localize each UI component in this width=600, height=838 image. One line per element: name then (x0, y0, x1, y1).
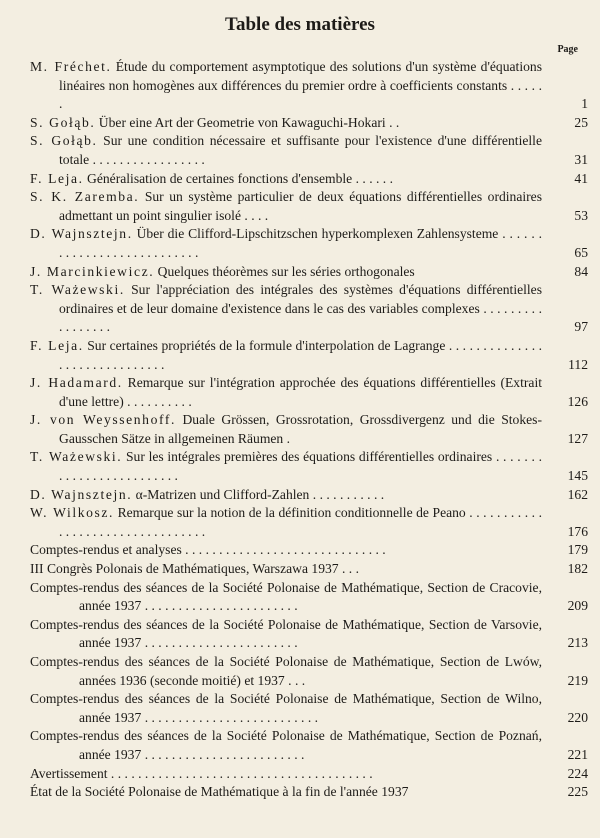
entry-author: F. Leja. (30, 337, 84, 353)
entry-page-number: 225 (567, 784, 588, 800)
entry-page-number: 220 (567, 709, 588, 725)
entry-page-number: 179 (567, 542, 588, 558)
entry-title: État de la Société Polonaise de Mathématique à la fin de l'année 1937 (30, 784, 409, 800)
toc-entry-misc[interactable] (0, 765, 600, 784)
toc-entry[interactable] (0, 263, 600, 282)
dot-leader: . . (389, 114, 400, 130)
report-section: Section de Lwów, années 1936 (seconde moitié) et 1937 (79, 654, 542, 688)
dot-leader: . . . . . . . . . . . . . . . . . (59, 300, 542, 335)
entry-page-number: 162 (567, 486, 588, 502)
entry-page-number: 65 (574, 244, 588, 260)
entry-page-number: 31 (574, 151, 588, 167)
entry-title: Remarque sur la notion de la définition conditionnelle de Peano (117, 505, 466, 521)
toc-entry[interactable] (0, 337, 600, 374)
entry-title: Duale Grössen, Grossrotation, Grossdivergenz und die Stokes-Gausschen Sätze in allgemeinen Räumen (59, 412, 542, 446)
entry-title: Avertissement (30, 765, 108, 781)
dot-leader: . (286, 430, 291, 446)
entry-author: W. Wilkosz. (30, 505, 115, 521)
report-heading: Comptes-rendus des séances de la Société Polonaise de Mathématique, (30, 728, 430, 744)
report-heading: Comptes-rendus des séances de la Société Polonaise de Mathématique, (30, 579, 424, 595)
entry-author: J. Hadamard. (30, 375, 123, 391)
toc-entry[interactable] (0, 411, 600, 448)
toc-entry-report[interactable] (0, 579, 600, 616)
toc-entry-report[interactable] (0, 727, 600, 764)
report-heading: Comptes-rendus des séances de la Société Polonaise de Mathématique, (30, 654, 435, 669)
dot-leader: . . . (288, 672, 306, 688)
entry-title: Généralisation de certaines fonctions d'ensemble (87, 170, 353, 186)
toc-entry-misc[interactable] (0, 783, 600, 802)
dot-leader: . . . . . . . . . . . . . . . . . . . . . . . . . . . . . . (59, 337, 543, 372)
entry-author: T. Ważewski. (30, 449, 123, 465)
dot-leader: . . . (342, 561, 359, 577)
report-section: Section de Poznań, année 1937 (79, 728, 542, 762)
toc-entry[interactable] (0, 448, 600, 485)
entry-title: Comptes-rendus et analyses (30, 542, 182, 558)
entry-page-number: 1 (581, 96, 588, 112)
entry-page-number: 221 (567, 746, 588, 762)
toc-entry[interactable] (0, 132, 600, 169)
entry-title: Über die Clifford-Lipschitzschen hyperkomplexen Zahlensysteme (136, 226, 499, 242)
entry-title: Über eine Art der Geometrie von Kawaguchi-Hokari (98, 114, 386, 130)
dot-leader: . . . . . . . . . . . (312, 486, 385, 502)
entry-title: Sur une condition nécessaire et suffisante pour l'existence d'une différentielle totale (59, 133, 542, 167)
report-heading: Comptes-rendus des séances de la Société Polonaise de Mathématique, (30, 616, 425, 632)
dot-leader: . . . . . . . . . . . . . . . . . . . . . . . . (144, 746, 305, 762)
toc-entry[interactable] (0, 114, 600, 133)
entry-title: III Congrès Polonais de Mathématiques, Warszawa 1937 (30, 561, 339, 577)
dot-leader: . . . . . . (59, 77, 542, 112)
toc-entry[interactable] (0, 58, 600, 114)
entry-page-number: 209 (567, 598, 588, 614)
report-section: Section de Varsovie, année 1937 (79, 616, 542, 651)
entry-page-number: 127 (567, 430, 588, 446)
toc-entry-misc[interactable] (0, 541, 600, 560)
report-heading: Comptes-rendus des séances de la Société Polonaise de Mathématique, (30, 691, 435, 707)
toc-entry-report[interactable] (0, 653, 600, 690)
dot-leader: . . . . (244, 207, 269, 223)
dot-leader: . . . . . . . . . . . . . . . . . . . . . . . . . (59, 449, 542, 484)
entry-author: S. Gołąb. (30, 133, 98, 149)
toc-entry-report[interactable] (0, 690, 600, 727)
entry-title: Sur les intégrales premières des équations différentielles ordinaires (126, 449, 493, 465)
entry-page-number: 41 (574, 170, 588, 186)
dot-leader: . . . . . . . . . . (127, 393, 192, 409)
dot-leader: . . . . . . . . . . . . . . . . . . . . . . . . . . . . . . . . . (59, 505, 543, 539)
toc-entry[interactable] (0, 374, 600, 411)
dot-leader: . . . . . . . . . . . . . . . . . . . . . . . . . . . (59, 226, 542, 260)
entry-title: Étude du comportement asymptotique des solutions d'un système d'équations linéaires non homogènes aux différences du premier ordre à coefficients constants (59, 59, 542, 93)
dot-leader: . . . . . . . . . . . . . . . . . . . . . . . . . . (144, 709, 319, 725)
entry-page-number: 84 (574, 263, 588, 279)
dot-leader: . . . . . . . . . . . . . . . . . . . . . . . (144, 598, 298, 614)
entry-title: Quelques théorèmes sur les séries orthogonales (157, 263, 415, 279)
entry-author: F. Leja. (30, 170, 84, 186)
entry-author: J. von Weyssenhoff. (30, 412, 176, 428)
toc-entry[interactable] (0, 170, 600, 189)
entry-author: S. Gołąb. (30, 114, 96, 130)
dot-leader: . . . . . . (355, 170, 393, 186)
entry-title: Sur un système particulier de deux équations différentielles ordinaires admettant un point singulier isolé (59, 189, 542, 223)
entry-author: S. K. Zaremba. (30, 189, 140, 205)
entry-page-number: 126 (567, 393, 588, 409)
entry-page-number: 182 (567, 561, 588, 577)
entry-page-number: 213 (567, 635, 588, 651)
page-column-header: Page (557, 44, 578, 55)
report-section: Section de Wilno, année 1937 (79, 691, 542, 725)
toc-entry[interactable] (0, 281, 600, 337)
page-title: Table des matières (225, 14, 375, 35)
report-section: Section de Cracovie, année 1937 (79, 579, 542, 614)
entry-author: D. Wajnsztejn. (30, 486, 133, 502)
entry-title: Remarque sur l'intégration approchée des équations différentielles (Extrait d'une lettre) (59, 375, 542, 409)
entry-author: M. Fréchet. (30, 59, 112, 74)
entry-page-number: 25 (574, 114, 588, 130)
entry-page-number: 176 (567, 523, 588, 539)
entry-page-number: 53 (574, 207, 588, 223)
entry-page-number: 219 (567, 672, 588, 688)
entry-page-number: 224 (567, 765, 588, 781)
entry-title: Sur certaines propriétés de la formule d'interpolation de Lagrange (87, 337, 446, 353)
toc-entry-misc[interactable] (0, 560, 600, 579)
entry-title: α-Matrizen und Clifford-Zahlen (135, 486, 310, 502)
table-of-contents (0, 58, 600, 802)
toc-entry[interactable] (0, 504, 600, 541)
entry-title: Sur l'appréciation des intégrales des systèmes d'équations différentielles ordinaires et de leur domaine d'existence dans le cas des variables complexes (59, 282, 543, 316)
toc-entry[interactable] (0, 188, 600, 225)
toc-entry-report[interactable] (0, 616, 600, 653)
dot-leader: . . . . . . . . . . . . . . . . . (92, 151, 205, 167)
entry-page-number: 145 (567, 468, 588, 484)
entry-page-number: 97 (574, 319, 588, 335)
dot-leader: . . . . . . . . . . . . . . . . . . . . . . . . . . . . . . (185, 542, 386, 558)
entry-author: J. Marcinkiewicz. (30, 263, 155, 279)
entry-page-number: 112 (568, 356, 588, 372)
dot-leader: . . . . . . . . . . . . . . . . . . . . . . . (144, 635, 298, 651)
entry-author: T. Ważewski. (30, 282, 125, 298)
toc-entry[interactable] (0, 486, 600, 505)
dot-leader: . . . . . . . . . . . . . . . . . . . . . . . . . . . . . . . . . . . . . . . (110, 765, 373, 781)
entry-author: D. Wajnsztejn. (30, 226, 133, 242)
toc-entry[interactable] (0, 225, 600, 262)
